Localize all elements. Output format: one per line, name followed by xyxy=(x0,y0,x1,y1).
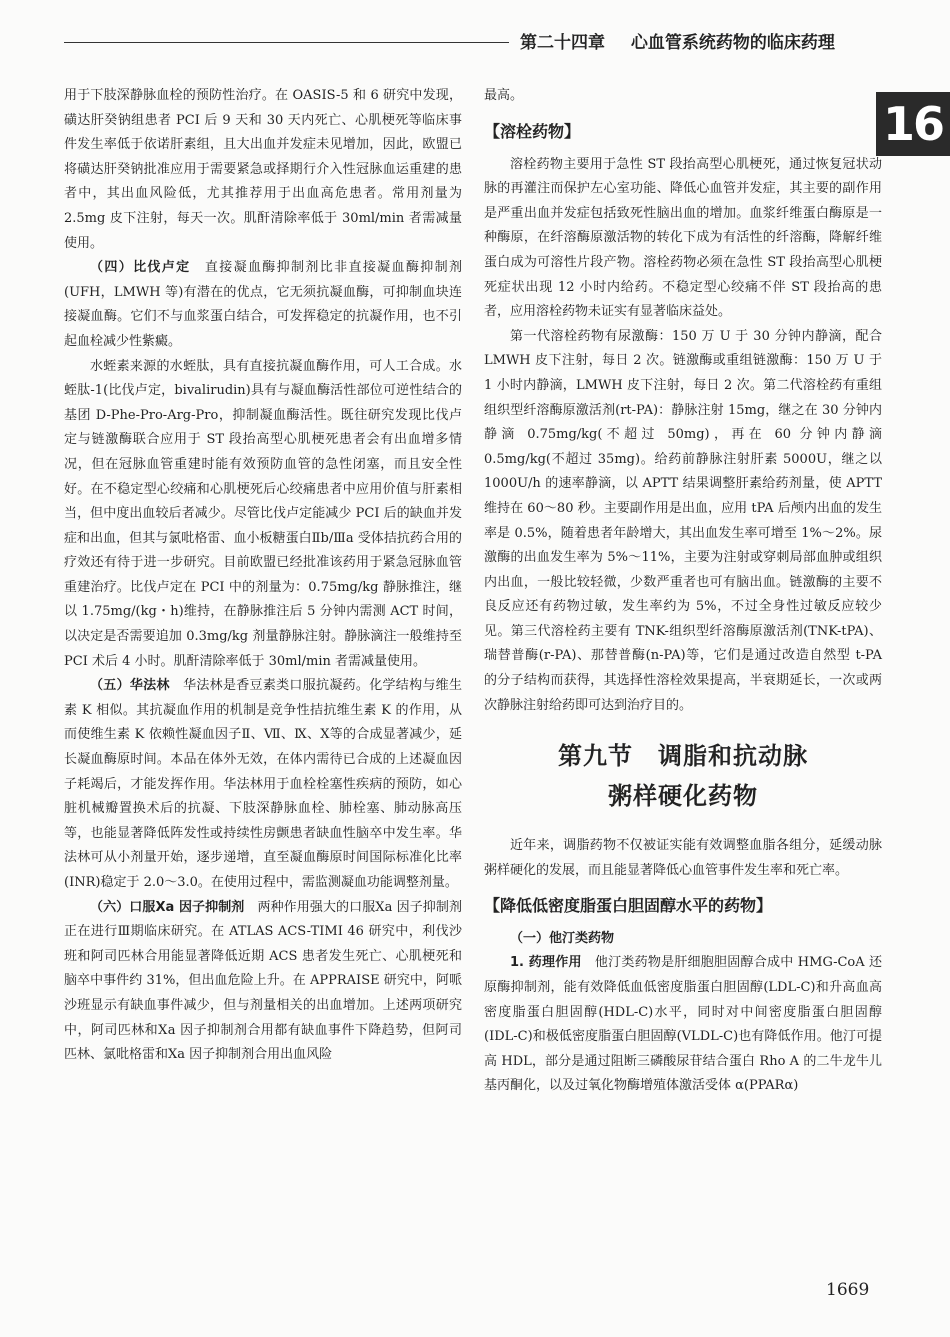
page-number: 1669 xyxy=(826,1280,870,1300)
running-header xyxy=(520,28,880,56)
right-column xyxy=(484,84,882,1099)
paragraph: （四）比伐卢定 直接凝血酶抑制剂比非直接凝血酶抑制剂(UFH，LMWH 等)有潜在的优点，它无须抗凝血酶，可抑制血块连接凝血酶。它们不与血浆蛋白结合，可发挥稳定的抗凝作用，也不引起血栓减少性紫癜。 xyxy=(64,260,462,349)
paragraph: 用于下肢深静脉血栓的预防性治疗。在 OASIS-5 和 6 研究中发现，磺达肝癸钠组患者 PCI 后 9 天和 30 天内死亡、心肌梗死等临床事件发生率低于依诺肝素组，且大出血并发症未见增加，因此，欧盟已将磺达肝癸钠批准应用于需要紧急或择期行介入性冠脉血运重建的患者中，其出血风险低，尤其推荐用于出血高危患者。常用剂量为 2.5mg 皮下注射，每天一次。肌酐清除率低于 30ml/min 者需减量使用。 xyxy=(64,88,462,251)
heading-thrombolytic: 【溶栓药物】 xyxy=(484,121,581,141)
section-title: 第九节 调脂和抗动脉 粥样硬化药物 xyxy=(558,742,808,811)
subheading-bivalirudin: （四）比伐卢定 xyxy=(90,260,191,276)
chapter-tab: 16 xyxy=(876,92,950,156)
chapter-number: 第二十四章 xyxy=(520,33,605,53)
chapter-title: 心血管系统药物的临床药理 xyxy=(630,33,835,53)
paragraph: 第一代溶栓药物有尿激酶：150 万 U 于 30 分钟内静滴，配合 LMWH 皮下注射，每日 2 次。链激酶或重组链激酶：150 万 U 于 1 小时内静滴，LMWH 皮下注射，每日 2 次。第二代溶栓药有重组组织型纤溶酶原激活剂(rt-PA)：静脉注射 15mg，继之在 30 分钟内静滴 0.75mg/kg(不超过 50mg)，再在 60 分钟内静滴 0.5mg/kg(不超过 35mg)。给药前静脉注射肝素 5000U，继之以 1000U/h 的速率静滴，以 APTT 结果调整肝素给药剂量，使 APTT 维持在 60～80 秒。主要副作用是出血，应用 tPA 后颅内出血的发生率是 0.5%，随着患者年龄增大，其出血发生率可增至 1%～2%。尿激酶的出血发生率为 5%～11%，主要为注射或穿刺局部血肿或组织内出血，一般比较轻微，少数严重者也可有脑出血。链激酶的主要不良反应还有药物过敏，发生率约为 5%，不过全身性过敏反应较少见。第三代溶栓药主要有 TNK-组织型纤溶酶原激活剂(TNK-tPA)、瑞替普酶(r-PA)、那替普酶(n-PA)等，它们是通过改造自然型 t-PA 的分子结构而获得，其选择性溶栓效果提高，半衰期延长，一次或两次静脉注射给药即可达到治疗目的。 xyxy=(484,328,882,713)
left-column xyxy=(64,84,462,1068)
paragraph: （五）华法林 华法林是香豆素类口服抗凝药。化学结构与维生素 K 相似。其抗凝血作用的机制是竞争性拮抗维生素 K 的作用，从而使维生素 K 依赖性凝血因子Ⅱ、Ⅶ、Ⅸ、Ⅹ等的合成显著减少，延长凝血酶原时间。本品在体外无效，在体内需待已合成的上述凝血因子耗竭后，才能发挥作用。华法林用于血栓栓塞性疾病的预防，如心脏机械瓣置换术后的抗凝、下肢深静脉血栓、肺栓塞、肺动脉高压等，也能显著降低阵发性或持续性房颤患者缺血性脑卒中发生率。华法林可从小剂量开始，逐步递增，直至凝血酶原时间国际标准化比率(INR)稳定于 2.0～3.0。在使用过程中，需监测凝血功能调整剂量。 xyxy=(64,678,462,890)
subheading-xa-inhibitor: （六）口服Ⅹa 因子抑制剂 xyxy=(90,899,245,915)
paragraph: 溶栓药物主要用于急性 ST 段抬高型心肌梗死，通过恢复冠状动脉的再灌注而保护左心室功能、降低心血管并发症，其主要的副作用是严重出血并发症包括致死性脑出血的增加。血浆纤维蛋白酶原是一种酶原，在纤溶酶原激活物的转化下成为有活性的纤溶酶，降解纤维蛋白成为可溶性片段产物。溶栓药物必须在急性 ST 段抬高型心肌梗死症状出现 12 小时内给药。不稳定型心绞痛不伴 ST 段抬高的患者，应用溶栓药物未证实有显著临床益处。 xyxy=(484,156,882,320)
subheading-pharmacology: 1. 药理作用 xyxy=(510,955,582,971)
paragraph: 水蛭素来源的水蛭肽，具有直接抗凝血酶作用，可人工合成。水蛭肽-1(比伐卢定，bivalirudin)具有与凝血酶活性部位可逆性结合的基团 D-Phe-Pro-Arg-Pro，抑制凝血酶活性。既往研究发现比伐卢定与链激酶联合应用于 ST 段抬高型心肌梗死患者会有出血增多情况，但在冠脉血管重建时能有效预防血管的急性闭塞，而且安全性好。在不稳定型心绞痛和心肌梗死后心绞痛患者中应用价值与肝素相当，但中度出血较后者减少。尽管比伐卢定能减少 PCI 后的缺血并发症和出血，但其与氯吡格雷、血小板糖蛋白Ⅱb/Ⅲa 受体拮抗药合用的疗效还有待于进一步研究。目前欧盟已经批准该药用于紧急冠脉血管重建治疗。比伐卢定在 PCI 中的剂量为：0.75mg/kg 静脉推注，继以 1.75mg/(kg・h)维持，在静脉推注后 5 分钟内需测 ACT 时间，以决定是否需要追加 0.3mg/kg 剂量静脉注射。静脉滴注一般维持至 PCI 术后 4 小时。肌酐清除率低于 30ml/min 者需减量使用。 xyxy=(64,358,462,669)
heading-ldl-drugs: 【降低低密度脂蛋白胆固醇水平的药物】 xyxy=(484,896,773,916)
paragraph: （六）口服Ⅹa 因子抑制剂 两种作用强大的口服Ⅹa 因子抑制剂正在进行Ⅲ期临床研究。在 ATLAS ACS-TIMI 46 研究中，利伐沙班和阿司匹林合用能显著降低近期 ACS 患者发生死亡、心肌梗死和脑卒中事件约 31%，但出血危险上升。在 APPRAISE 研究中，阿哌沙班显示有缺血事件减少，但与剂量相关的出血增加。上述两项研究中，阿司匹林和Ⅹa 因子抑制剂合用都有缺血事件下降趋势，但阿司匹林、氯吡格雷和Ⅹa 因子抑制剂合用出血风险 xyxy=(64,899,462,1063)
paragraph: 1. 药理作用 他汀类药物是肝细胞胆固醇合成中 HMG-CoA 还原酶抑制剂，能有效降低血低密度脂蛋白胆固醇(LDL-C)和升高血高密度脂蛋白胆固醇(HDL-C)水平，同时对中间密度脂蛋白胆固醇(IDL-C)和极低密度脂蛋白胆固醇(VLDL-C)也有降低作用。他汀可提高 HDL，部分是通过阻断三磷酸尿苷结合蛋白 Rho A 的二牛龙牛儿基丙酮化，以及过氧化物酶增殖体激活受体 α(PPARα) xyxy=(484,955,882,1094)
subheading-warfarin: （五）华法林 xyxy=(90,678,170,694)
header-rule xyxy=(64,42,509,43)
paragraph: 最高。 xyxy=(484,88,524,103)
paragraph: 近年来，调脂药物不仅被证实能有效调整血脂各组分，延缓动脉粥样硬化的发展，而且能显著降低心血管事件发生率和死亡率。 xyxy=(484,838,882,878)
subheading-statins: （一）他汀类药物 xyxy=(510,931,615,947)
